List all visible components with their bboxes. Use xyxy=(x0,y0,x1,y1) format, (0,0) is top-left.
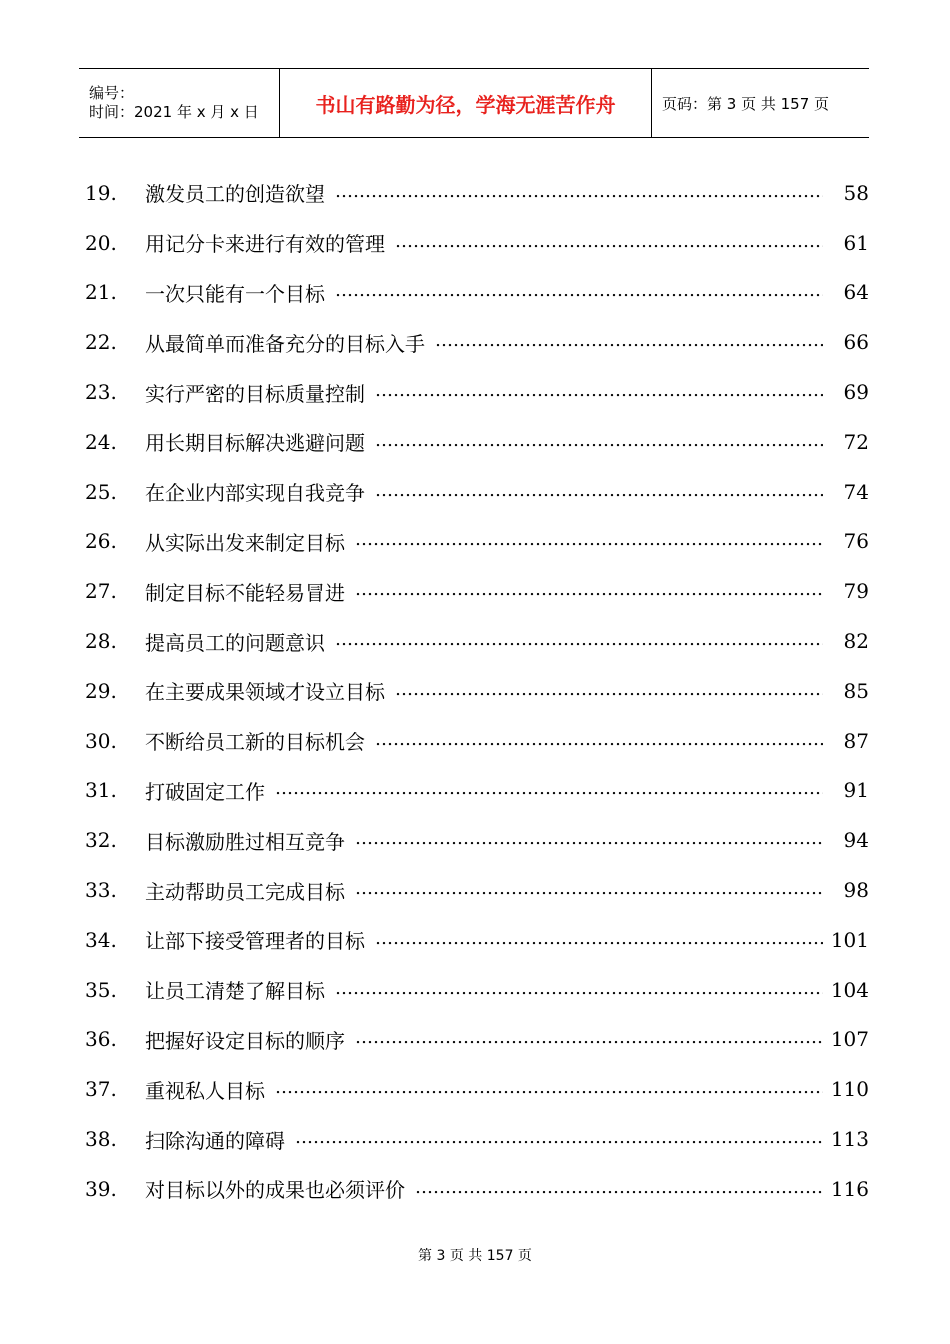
toc-entry-title[interactable]: 目标激励胜过相互竞争 xyxy=(145,829,345,854)
toc-entry-number: 23. xyxy=(85,380,117,405)
toc-entry-title[interactable]: 主动帮助员工完成目标 xyxy=(145,879,345,904)
header-motto xyxy=(280,69,652,137)
doc-number-label: 编号： xyxy=(89,84,135,102)
toc-entry-title[interactable]: 让部下接受管理者的目标 xyxy=(145,929,365,954)
toc-entry-title[interactable]: 打破固定工作 xyxy=(145,779,265,804)
toc-entry-number: 19. xyxy=(85,180,117,205)
toc-entry[interactable] xyxy=(85,218,869,268)
toc-entry[interactable] xyxy=(85,965,869,1015)
toc-dot-leader xyxy=(435,332,823,352)
toc-dot-leader xyxy=(375,482,823,502)
toc-entry-page: 79 xyxy=(843,579,869,604)
toc-dot-leader xyxy=(395,233,823,253)
toc-entry-page: 58 xyxy=(843,180,869,205)
toc-entry-title[interactable]: 激发员工的创造欲望 xyxy=(145,182,325,207)
toc-dot-leader xyxy=(275,1079,823,1099)
toc-entry-page: 94 xyxy=(843,828,869,853)
toc-entry-number: 38. xyxy=(85,1127,117,1152)
toc-entry-number: 22. xyxy=(85,330,117,355)
toc-entry[interactable] xyxy=(85,566,869,616)
page-info-text: 页码：第 3 页 共 157 页 xyxy=(662,94,830,113)
toc-entry-number: 29. xyxy=(85,678,117,703)
toc-entry-number: 26. xyxy=(85,529,117,554)
table-of-contents xyxy=(85,168,869,1214)
toc-entry-number: 28. xyxy=(85,629,117,654)
toc-entry[interactable] xyxy=(85,317,869,367)
toc-entry-number: 27. xyxy=(85,579,117,604)
toc-entry[interactable] xyxy=(85,815,869,865)
toc-entry-page: 107 xyxy=(830,1027,869,1052)
toc-entry-page: 74 xyxy=(843,479,869,504)
toc-entry-page: 113 xyxy=(830,1127,869,1152)
doc-time-label: 时间：2021 年 x 月 x 日 xyxy=(89,103,259,121)
toc-entry-page: 66 xyxy=(843,330,869,355)
toc-entry-number: 24. xyxy=(85,429,117,454)
toc-entry[interactable] xyxy=(85,1114,869,1164)
toc-entry-page: 72 xyxy=(843,429,869,454)
toc-entry-number: 39. xyxy=(85,1176,117,1201)
toc-dot-leader xyxy=(355,880,823,900)
toc-entry-title[interactable]: 从实际出发来制定目标 xyxy=(145,530,345,555)
toc-entry[interactable] xyxy=(85,766,869,816)
toc-entry[interactable] xyxy=(85,1064,869,1114)
toc-dot-leader xyxy=(335,631,823,651)
toc-dot-leader xyxy=(375,382,823,402)
toc-entry[interactable] xyxy=(85,666,869,716)
toc-entry-number: 34. xyxy=(85,927,117,952)
toc-dot-leader xyxy=(335,282,823,302)
toc-entry-title[interactable]: 把握好设定目标的顺序 xyxy=(145,1028,345,1053)
toc-entry-number: 21. xyxy=(85,280,117,305)
toc-entry-page: 85 xyxy=(843,678,869,703)
toc-dot-leader xyxy=(375,930,823,950)
toc-entry-title[interactable]: 让员工清楚了解目标 xyxy=(145,979,325,1004)
toc-dot-leader xyxy=(355,581,823,601)
toc-entry[interactable] xyxy=(85,268,869,318)
header-meta xyxy=(79,69,280,137)
toc-entry-title[interactable]: 一次只能有一个目标 xyxy=(145,281,325,306)
page-footer xyxy=(0,1245,950,1265)
toc-dot-leader xyxy=(355,531,823,551)
motto-text: 书山有路勤为径，学海无涯苦作舟 xyxy=(315,92,616,117)
toc-entry[interactable] xyxy=(85,417,869,467)
toc-entry-title[interactable]: 重视私人目标 xyxy=(145,1078,265,1103)
toc-entry[interactable] xyxy=(85,616,869,666)
toc-dot-leader xyxy=(395,681,823,701)
toc-entry-number: 31. xyxy=(85,778,117,803)
toc-entry-page: 69 xyxy=(843,380,869,405)
toc-entry[interactable] xyxy=(85,865,869,915)
toc-entry-title[interactable]: 制定目标不能轻易冒进 xyxy=(145,580,345,605)
toc-entry-title[interactable]: 用记分卡来进行有效的管理 xyxy=(145,232,385,257)
toc-dot-leader xyxy=(295,1129,823,1149)
toc-entry-page: 98 xyxy=(843,878,869,903)
toc-entry-page: 76 xyxy=(843,529,869,554)
toc-entry-number: 37. xyxy=(85,1077,117,1102)
toc-entry-page: 116 xyxy=(830,1176,869,1201)
toc-dot-leader xyxy=(375,731,823,751)
toc-entry-number: 25. xyxy=(85,479,117,504)
toc-dot-leader xyxy=(335,980,823,1000)
toc-entry-page: 61 xyxy=(843,230,869,255)
header-page-info xyxy=(652,69,869,137)
toc-dot-leader xyxy=(355,830,823,850)
toc-entry-page: 110 xyxy=(830,1077,869,1102)
toc-entry-page: 104 xyxy=(830,977,869,1002)
toc-entry-number: 35. xyxy=(85,977,117,1002)
toc-entry[interactable] xyxy=(85,716,869,766)
toc-entry[interactable] xyxy=(85,367,869,417)
toc-dot-leader xyxy=(275,780,823,800)
toc-entry-title[interactable]: 从最简单而准备充分的目标入手 xyxy=(145,331,425,356)
toc-entry-title[interactable]: 实行严密的目标质量控制 xyxy=(145,381,365,406)
toc-entry[interactable] xyxy=(85,1015,869,1065)
toc-entry-title[interactable]: 不断给员工新的目标机会 xyxy=(145,730,365,755)
toc-entry[interactable] xyxy=(85,168,869,218)
toc-entry-page: 87 xyxy=(843,728,869,753)
toc-entry[interactable] xyxy=(85,1164,869,1214)
toc-dot-leader xyxy=(355,1029,823,1049)
toc-entry-page: 101 xyxy=(830,927,869,952)
toc-entry-number: 32. xyxy=(85,828,117,853)
toc-entry-number: 30. xyxy=(85,728,117,753)
toc-entry[interactable] xyxy=(85,517,869,567)
toc-entry-page: 91 xyxy=(843,778,869,803)
toc-dot-leader xyxy=(335,183,823,203)
footer-page-text: 第 3 页 共 157 页 xyxy=(418,1248,532,1264)
toc-entry-title[interactable]: 用长期目标解决逃避问题 xyxy=(145,431,365,456)
toc-entry-page: 64 xyxy=(843,280,869,305)
toc-entry-title[interactable]: 在企业内部实现自我竞争 xyxy=(145,481,365,506)
toc-entry-number: 20. xyxy=(85,230,117,255)
toc-entry-title[interactable]: 对目标以外的成果也必须评价 xyxy=(145,1178,405,1203)
toc-entry-title[interactable]: 扫除沟通的障碍 xyxy=(145,1128,285,1153)
toc-entry-number: 33. xyxy=(85,878,117,903)
toc-dot-leader xyxy=(375,432,823,452)
toc-entry[interactable] xyxy=(85,915,869,965)
toc-entry-number: 36. xyxy=(85,1027,117,1052)
toc-entry-title[interactable]: 在主要成果领域才设立目标 xyxy=(145,680,385,705)
toc-dot-leader xyxy=(415,1179,823,1199)
toc-entry-title[interactable]: 提高员工的问题意识 xyxy=(145,630,325,655)
toc-entry-page: 82 xyxy=(843,629,869,654)
toc-entry[interactable] xyxy=(85,467,869,517)
page-header xyxy=(79,68,869,138)
